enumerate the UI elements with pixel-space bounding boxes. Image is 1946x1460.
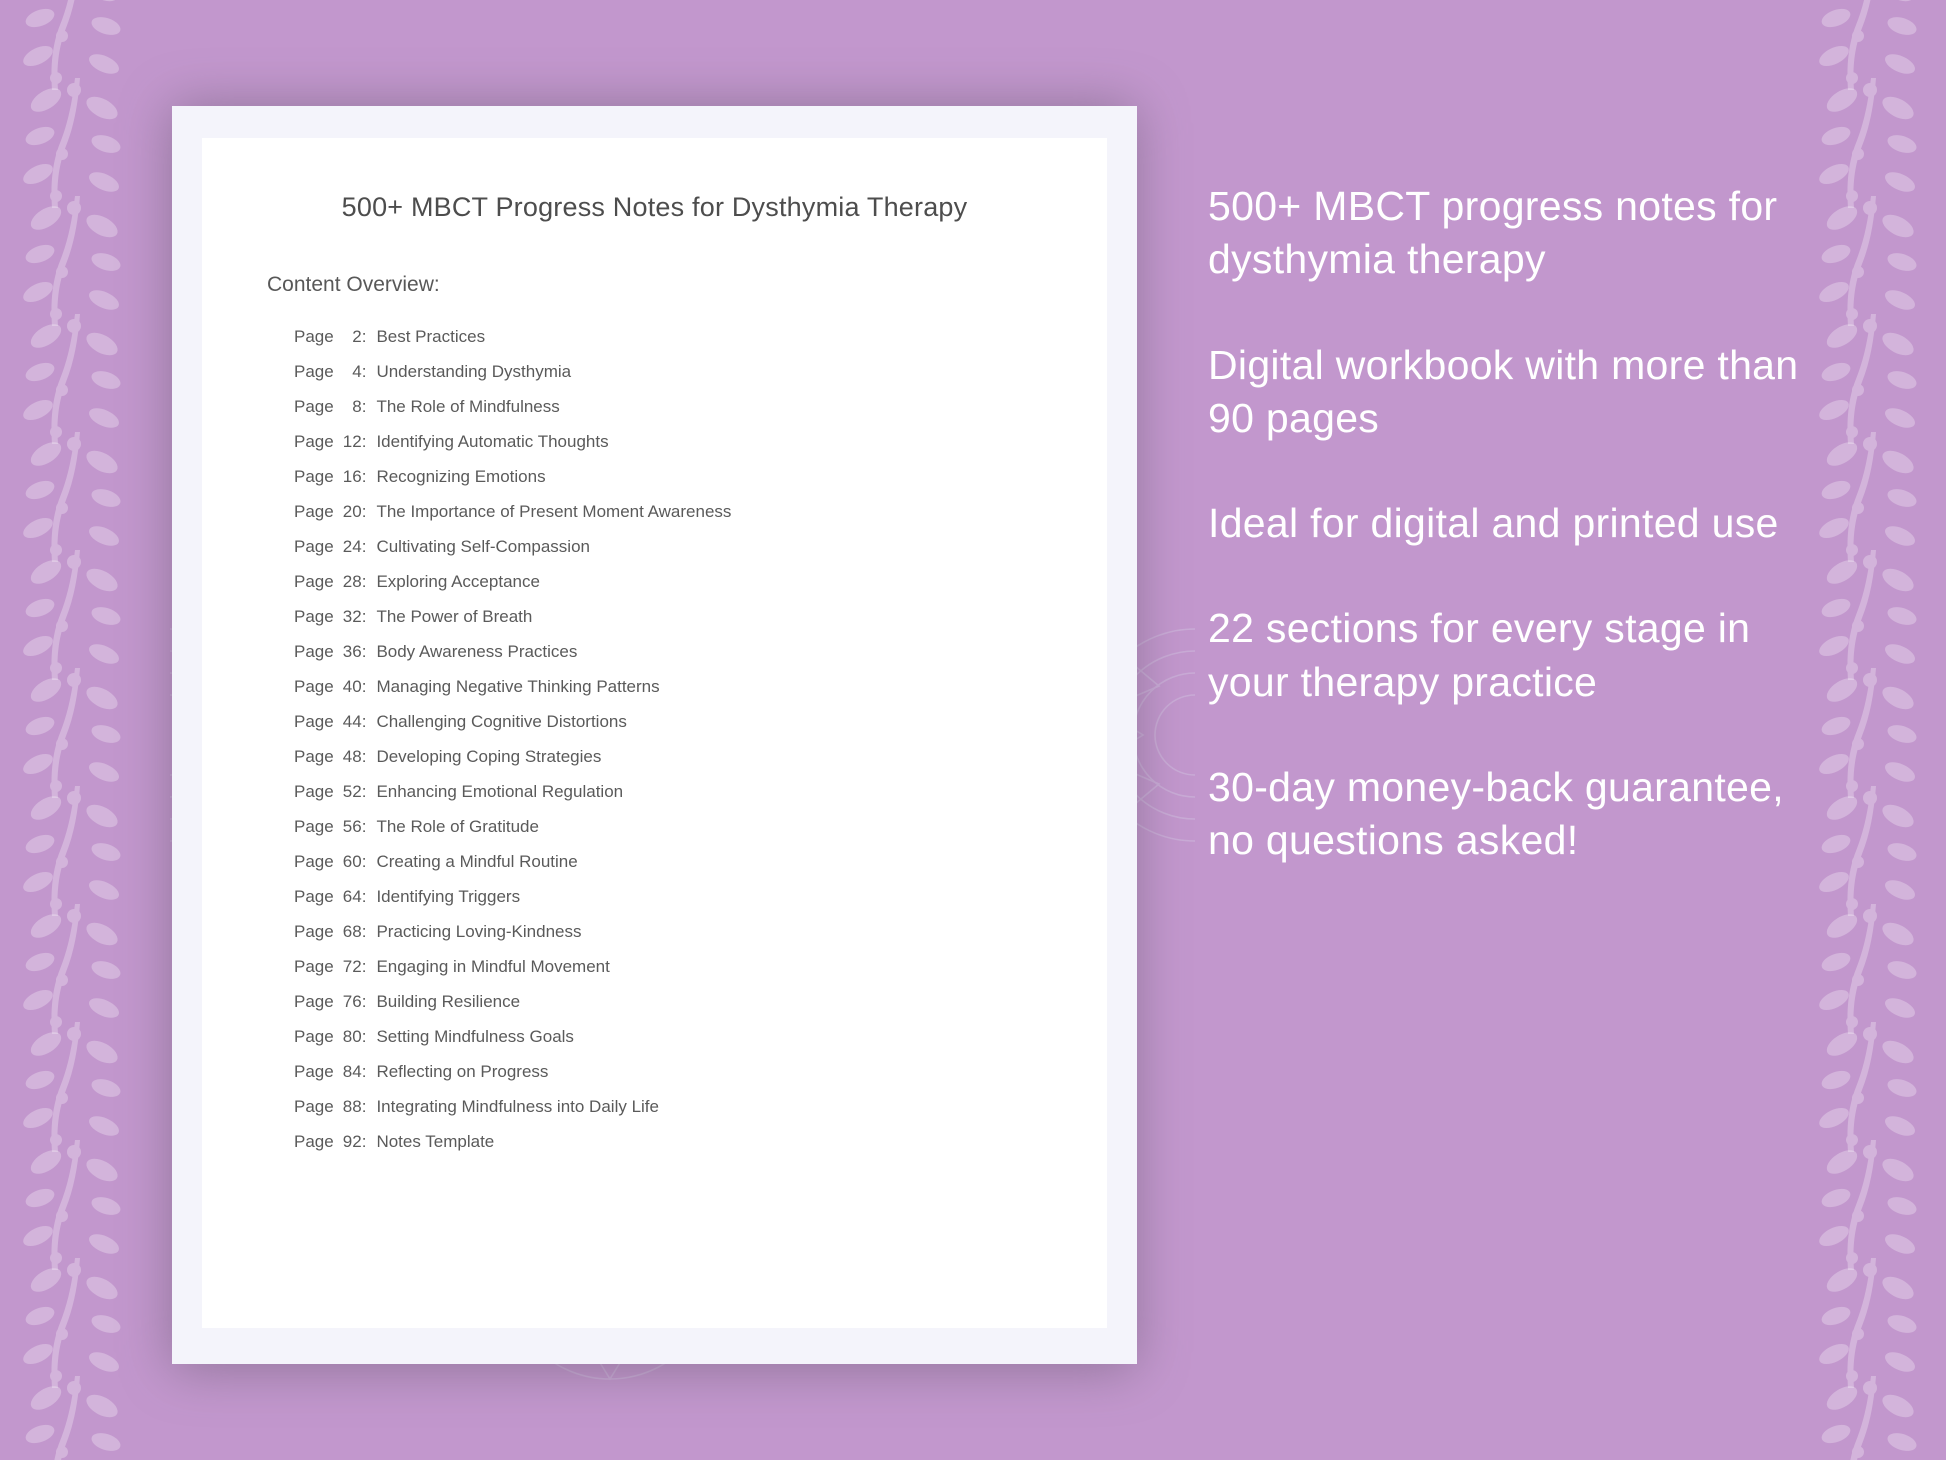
toc-separator: : — [361, 851, 367, 871]
floral-vine-icon — [1806, 1140, 1936, 1270]
toc-separator: : — [361, 1096, 367, 1116]
toc-separator: : — [361, 886, 367, 906]
toc-row — [294, 424, 1107, 459]
toc-page-number: 16 — [342, 466, 362, 486]
toc-separator: : — [361, 606, 367, 626]
toc-page-number: 12 — [342, 431, 362, 451]
floral-vine-icon — [1806, 432, 1936, 562]
floral-vine-icon — [10, 1376, 140, 1460]
floral-vine-icon — [1806, 1258, 1936, 1388]
toc-row — [294, 984, 1107, 1019]
toc-separator: : — [361, 431, 367, 451]
floral-vine-icon — [1806, 550, 1936, 680]
toc-page-number: 64 — [342, 886, 362, 906]
toc-page-number: 84 — [342, 1061, 362, 1081]
toc-page-word: Page — [294, 886, 334, 906]
toc-separator: : — [361, 1026, 367, 1046]
marketing-line: Ideal for digital and printed use — [1208, 500, 1779, 547]
toc-page-word: Page — [294, 396, 334, 416]
toc-separator: : — [361, 991, 367, 1011]
toc-separator: : — [361, 956, 367, 976]
floral-vine-icon — [1806, 0, 1936, 90]
toc-section-title: Identifying Triggers — [376, 886, 521, 906]
toc-row — [294, 599, 1107, 634]
floral-vine-icon — [10, 314, 140, 444]
toc-row — [294, 529, 1107, 564]
floral-vine-icon — [1806, 1376, 1936, 1460]
toc-page-number: 8 — [352, 396, 362, 416]
toc-row — [294, 704, 1107, 739]
toc-row — [294, 914, 1107, 949]
toc-page-number: 40 — [342, 676, 362, 696]
toc-page-number: 92 — [342, 1131, 362, 1151]
toc-page-number: 24 — [342, 536, 362, 556]
toc-page-word: Page — [294, 1096, 334, 1116]
toc-section-title: Recognizing Emotions — [376, 466, 546, 486]
toc-row — [294, 459, 1107, 494]
floral-vine-icon — [1806, 1022, 1936, 1152]
toc-page-word: Page — [294, 1061, 334, 1081]
toc-page-word: Page — [294, 711, 334, 731]
toc-page-word: Page — [294, 746, 334, 766]
toc-page-word: Page — [294, 921, 334, 941]
toc-separator: : — [361, 326, 367, 346]
toc-separator: : — [361, 711, 367, 731]
marketing-copy — [1208, 180, 1808, 868]
toc-separator: : — [361, 361, 367, 381]
toc-row — [294, 879, 1107, 914]
toc-page-word: Page — [294, 781, 334, 801]
toc-section-title: The Role of Gratitude — [376, 816, 539, 836]
floral-vine-icon — [1806, 904, 1936, 1034]
toc-page-number: 36 — [342, 641, 362, 661]
toc-separator: : — [361, 676, 367, 696]
toc-row — [294, 564, 1107, 599]
floral-vine-icon — [10, 904, 140, 1034]
toc-row — [294, 389, 1107, 424]
toc-page-number: 68 — [342, 921, 362, 941]
toc-page-word: Page — [294, 956, 334, 976]
toc-separator: : — [361, 641, 367, 661]
content-overview-label: Content Overview: — [267, 272, 440, 296]
toc-section-title: Identifying Automatic Thoughts — [376, 431, 609, 451]
toc-separator: : — [361, 1131, 367, 1151]
toc-section-title: The Power of Breath — [376, 606, 533, 626]
floral-vine-icon — [10, 432, 140, 562]
document-page-mat — [172, 106, 1137, 1364]
toc-separator: : — [361, 501, 367, 521]
toc-separator: : — [361, 746, 367, 766]
toc-separator: : — [361, 921, 367, 941]
toc-section-title: Engaging in Mindful Movement — [376, 956, 610, 976]
toc-row — [294, 774, 1107, 809]
toc-section-title: Best Practices — [376, 326, 486, 346]
floral-vine-icon — [10, 0, 140, 90]
toc-section-title: Setting Mindfulness Goals — [376, 1026, 574, 1046]
marketing-line: 22 sections for every stage in your therapy practice — [1208, 605, 1751, 705]
floral-vine-icon — [10, 550, 140, 680]
toc-page-number: 2 — [352, 326, 362, 346]
toc-section-title: Challenging Cognitive Distortions — [376, 711, 627, 731]
toc-page-number: 72 — [342, 956, 362, 976]
toc-section-title: Creating a Mindful Routine — [376, 851, 578, 871]
floral-vine-icon — [10, 668, 140, 798]
floral-vine-icon — [1806, 78, 1936, 208]
toc-separator: : — [361, 816, 367, 836]
toc-section-title: Developing Coping Strategies — [376, 746, 602, 766]
marketing-line: 500+ MBCT progress notes for dysthymia therapy — [1208, 183, 1778, 283]
floral-border-left — [0, 0, 150, 1460]
toc-page-number: 76 — [342, 991, 362, 1011]
toc-page-number: 80 — [342, 1026, 362, 1046]
marketing-line: 30-day money-back guarantee, no questions asked! — [1208, 764, 1784, 864]
toc-page-word: Page — [294, 571, 334, 591]
toc-row — [294, 1089, 1107, 1124]
toc-section-title: Exploring Acceptance — [376, 571, 540, 591]
toc-row — [294, 354, 1107, 389]
page-title: 500+ MBCT Progress Notes for Dysthymia Therapy — [341, 192, 968, 222]
floral-vine-icon — [10, 1022, 140, 1152]
toc-section-title: Building Resilience — [376, 991, 521, 1011]
floral-vine-icon — [10, 78, 140, 208]
toc-page-word: Page — [294, 536, 334, 556]
toc-row — [294, 844, 1107, 879]
toc-section-title: Body Awareness Practices — [376, 641, 578, 661]
toc-row — [294, 634, 1107, 669]
toc-separator: : — [361, 396, 367, 416]
toc-page-word: Page — [294, 851, 334, 871]
toc-section-title: The Role of Mindfulness — [376, 396, 560, 416]
toc-separator: : — [361, 1061, 367, 1081]
toc-separator: : — [361, 781, 367, 801]
toc-page-number: 32 — [342, 606, 362, 626]
marketing-line: Digital workbook with more than 90 pages — [1208, 341, 1799, 441]
toc-page-word: Page — [294, 501, 334, 521]
floral-vine-icon — [1806, 196, 1936, 326]
toc-section-title: Practicing Loving-Kindness — [376, 921, 582, 941]
toc-section-title: Reflecting on Progress — [376, 1061, 549, 1081]
toc-page-number: 44 — [342, 711, 362, 731]
floral-vine-icon — [10, 1258, 140, 1388]
toc-page-word: Page — [294, 991, 334, 1011]
toc-section-title: Integrating Mindfulness into Daily Life — [376, 1096, 659, 1116]
toc-page-word: Page — [294, 606, 334, 626]
toc-page-word: Page — [294, 326, 334, 346]
toc-page-number: 20 — [342, 501, 362, 521]
toc-section-title: Cultivating Self-Compassion — [376, 536, 590, 556]
toc-separator: : — [361, 466, 367, 486]
toc-row — [294, 669, 1107, 704]
toc-page-word: Page — [294, 816, 334, 836]
toc-page-word: Page — [294, 466, 334, 486]
table-of-contents — [202, 297, 1107, 1159]
toc-page-number: 28 — [342, 571, 362, 591]
toc-row — [294, 739, 1107, 774]
floral-vine-icon — [1806, 314, 1936, 444]
toc-row — [294, 1124, 1107, 1159]
toc-page-word: Page — [294, 431, 334, 451]
toc-page-number: 48 — [342, 746, 362, 766]
toc-page-number: 60 — [342, 851, 362, 871]
toc-page-number: 88 — [342, 1096, 362, 1116]
toc-section-title: Understanding Dysthymia — [376, 361, 572, 381]
toc-row — [294, 319, 1107, 354]
toc-section-title: Notes Template — [376, 1131, 495, 1151]
toc-row — [294, 1054, 1107, 1089]
toc-page-number: 4 — [352, 361, 362, 381]
toc-page-number: 56 — [342, 816, 362, 836]
toc-section-title: Managing Negative Thinking Patterns — [376, 676, 660, 696]
toc-row — [294, 809, 1107, 844]
toc-page-word: Page — [294, 1131, 334, 1151]
toc-page-word: Page — [294, 361, 334, 381]
toc-separator: : — [361, 536, 367, 556]
document-page — [202, 138, 1107, 1328]
toc-section-title: The Importance of Present Moment Awareness — [376, 501, 732, 521]
floral-vine-icon — [1806, 668, 1936, 798]
toc-page-word: Page — [294, 676, 334, 696]
toc-section-title: Enhancing Emotional Regulation — [376, 781, 624, 801]
toc-page-number: 52 — [342, 781, 362, 801]
floral-vine-icon — [10, 786, 140, 916]
toc-row — [294, 494, 1107, 529]
toc-separator: : — [361, 571, 367, 591]
floral-vine-icon — [10, 1140, 140, 1270]
floral-vine-icon — [1806, 786, 1936, 916]
toc-page-word: Page — [294, 1026, 334, 1046]
toc-row — [294, 1019, 1107, 1054]
toc-page-word: Page — [294, 641, 334, 661]
toc-row — [294, 949, 1107, 984]
floral-border-right — [1796, 0, 1946, 1460]
floral-vine-icon — [10, 196, 140, 326]
